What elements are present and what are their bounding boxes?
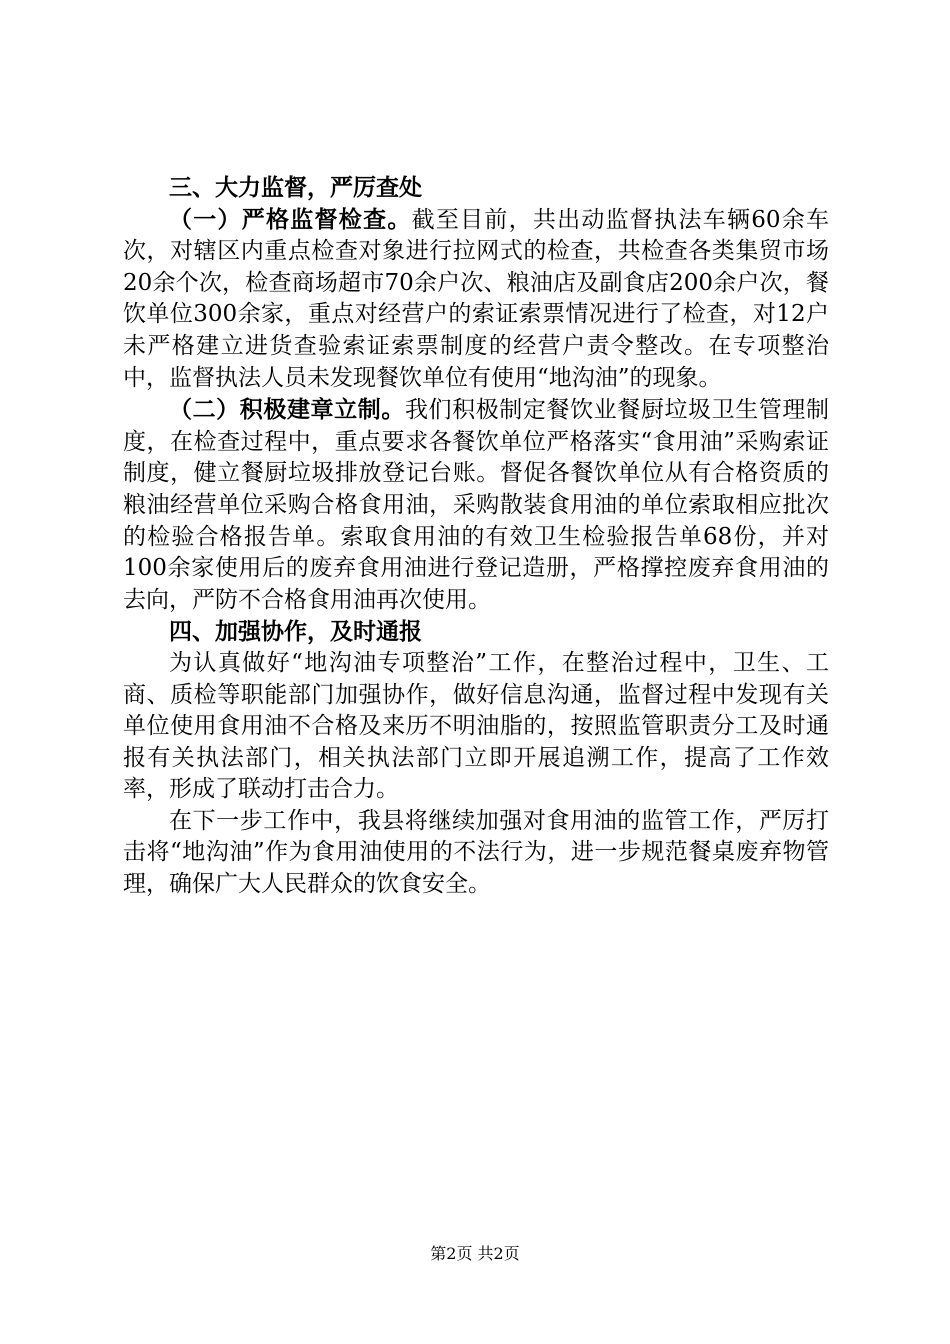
paragraph-text: 我们积极制定餐饮业餐厨垃圾卫生管理制度，在检查过程中，重点要求各餐饮单位严格落实“食用油”采购索证制度，健立餐厨垃圾排放登记台账。督促各餐饮单位从有合格资质的粮油经营单位采购合格食用油，采购散装食用油的单位索取相应批次的检验合格报告单。索取食用油的有效卫生检验报告单68份，并对100余家使用后的废弃食用油进行登记造册，严格撑控废弃食用油的去向，严防不合格食用油再次使用。 [123,397,830,613]
paragraph-closing: 在下一步工作中，我县将继续加强对食用油的监管工作，严厉打击将“地沟油”作为食用油使用的不法行为，进一步规范餐桌废弃物管理，确保广大人民群众的饮食安全。 [123,807,829,898]
section-heading: 四、加强协作，及时通报 [169,618,422,646]
paragraph-inspection [123,204,829,395]
section-heading: 三、大力监督，严厉查处 [169,174,422,201]
document-body [123,172,829,901]
paragraph-regulations [123,394,829,616]
paragraph-cooperation: 为认真做好“地沟油专项整治”工作，在整治过程中，卫生、工商、质检等职能部门加强协作，做好信息沟通，监督过程中发现有关单位使用食用油不合格及来历不明油脂的，按照监管职责分工及时通报有关执法部门，相关执法部门立即开展追溯工作，提高了工作效率，形成了联动打击合力。 [123,649,829,803]
paragraph-text: 截至目前，共出动监督执法车辆60余车次，对辖区内重点检查对象进行拉网式的检查，共检查各类集贸市场20余个次，检查商场超市70余户次、粮油店及副食店200余户次，餐饮单位300余家，重点对经营户的索证索票情况进行了检查，对12户未严格建立进货查验索证索票制度的经营户责令整改。在专项整治中，监督执法人员未发现餐饮单位有使用“地沟油”的现象。 [123,206,829,391]
page-footer: 第2页 共2页 [430,1244,520,1263]
paragraph-lead: （二）积极建章立制。 [169,396,405,424]
paragraph-lead: （一）严格监督检查。 [169,205,412,233]
